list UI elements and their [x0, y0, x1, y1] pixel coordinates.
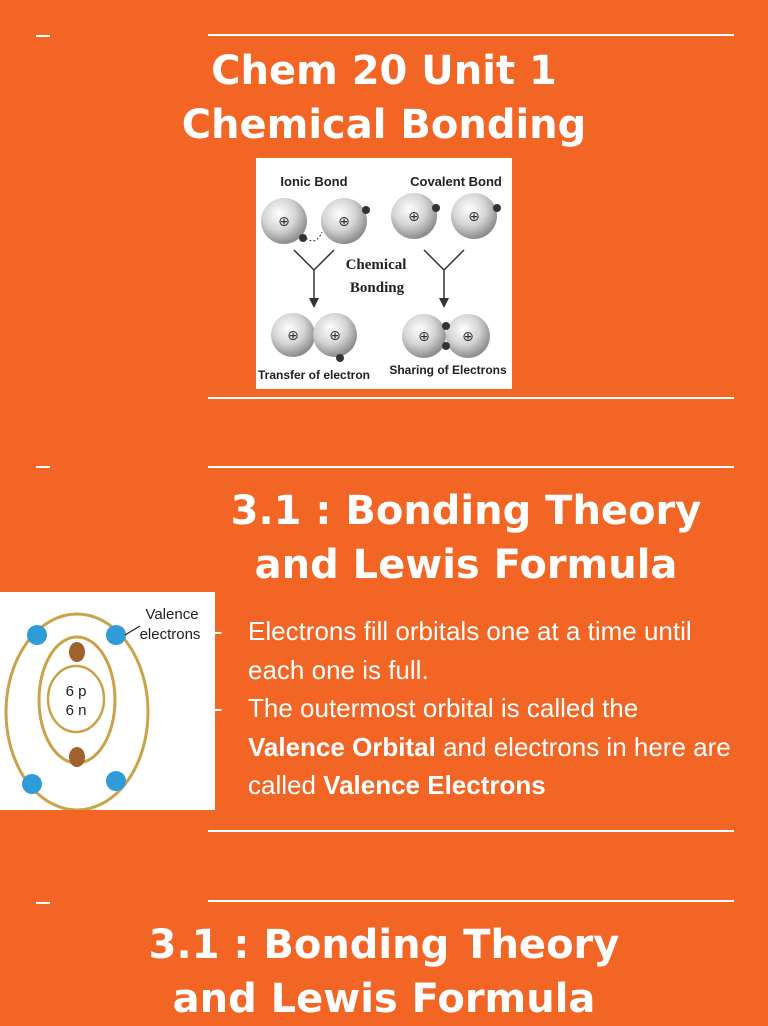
valence-electron-bottom-right [106, 771, 126, 791]
carbon-atom-diagram [0, 592, 215, 810]
bullet-dash: - [214, 693, 223, 723]
sharing-label: Sharing of Electrons [389, 363, 507, 377]
slide-2-bottom-rule [208, 830, 734, 832]
electron-icon [336, 354, 344, 362]
slide-1-title-line-1: Chem 20 Unit 1 [211, 48, 557, 94]
covalent-bond-label: Covalent Bond [410, 174, 502, 189]
slide-3-title [84, 918, 684, 1026]
slide-2-title-line-1: 3.1 : Bonding Theory [230, 488, 702, 534]
valence-label-line-1: Valence [145, 606, 199, 623]
transfer-arrow-dotted [306, 232, 322, 241]
slide-3-title-line-1: 3.1 : Bonding Theory [148, 922, 620, 968]
covalent-arrow [424, 250, 464, 303]
nucleus-line-1: 6 p [65, 683, 87, 700]
plus-icon: ⊕ [468, 209, 480, 225]
arrowhead-icon [309, 298, 319, 308]
plus-icon: ⊕ [408, 209, 420, 225]
slide-1-top-rule [208, 34, 734, 36]
slide-2-top-rule [208, 466, 734, 468]
slide-1-title [84, 44, 684, 152]
valence-label-line-2: electrons [139, 626, 201, 643]
electron-icon [362, 206, 370, 214]
bullet-bold-valence-electrons: Valence Electrons [323, 770, 546, 800]
label-pointer [125, 626, 140, 635]
plus-icon: ⊕ [418, 329, 430, 345]
slide-2-marker [36, 466, 50, 468]
slide-1-title-line-2: Chemical Bonding [181, 102, 587, 148]
slide-1-bottom-rule [208, 397, 734, 399]
plus-icon: ⊕ [287, 328, 299, 344]
electron-icon [432, 204, 440, 212]
valence-electron-top-left [27, 625, 47, 645]
bullet-text-mid: and electrons in here are called [248, 731, 731, 800]
electron-icon [299, 234, 307, 242]
list-item [214, 689, 734, 805]
center-label-line-1: Chemical [345, 257, 407, 273]
chemical-bonding-svg [256, 158, 512, 389]
ionic-arrow [294, 250, 334, 303]
bullet-text-pre: The outermost orbital is called the [248, 693, 639, 723]
inner-electron-bottom [69, 747, 85, 767]
arrowhead-icon [439, 298, 449, 308]
valence-electron-bottom-left [22, 774, 42, 794]
ionic-bond-label: Ionic Bond [280, 174, 348, 189]
electron-icon [442, 322, 450, 330]
electron-icon [442, 342, 450, 350]
chemical-bonding-diagram [256, 158, 512, 389]
slide-3-marker [36, 902, 50, 904]
plus-icon: ⊕ [278, 214, 290, 230]
plus-icon: ⊕ [338, 214, 350, 230]
carbon-atom-svg [0, 592, 215, 810]
transfer-label: Transfer of electron [257, 368, 371, 382]
slide-2-title-line-2: and Lewis Formula [254, 542, 678, 588]
slide-3-top-rule [208, 900, 734, 902]
bullet-list [214, 612, 734, 805]
nucleus-line-2: 6 n [65, 702, 87, 719]
bullet-dash: - [214, 616, 223, 646]
valence-electron-top-right [106, 625, 126, 645]
slide-1-marker [36, 35, 50, 37]
inner-electron-top [69, 642, 85, 662]
slide-3-title-line-2: and Lewis Formula [172, 976, 596, 1022]
bullet-bold-valence-orbital: Valence Orbital [248, 731, 436, 762]
plus-icon: ⊕ [462, 329, 474, 345]
electron-icon [493, 204, 501, 212]
bullet-text: Electrons fill orbitals one at a time until each one is full. [248, 616, 692, 685]
list-item [214, 612, 734, 689]
plus-icon: ⊕ [329, 328, 341, 344]
center-label-line-2: Bonding [349, 280, 405, 296]
slide-2-title [208, 484, 724, 592]
